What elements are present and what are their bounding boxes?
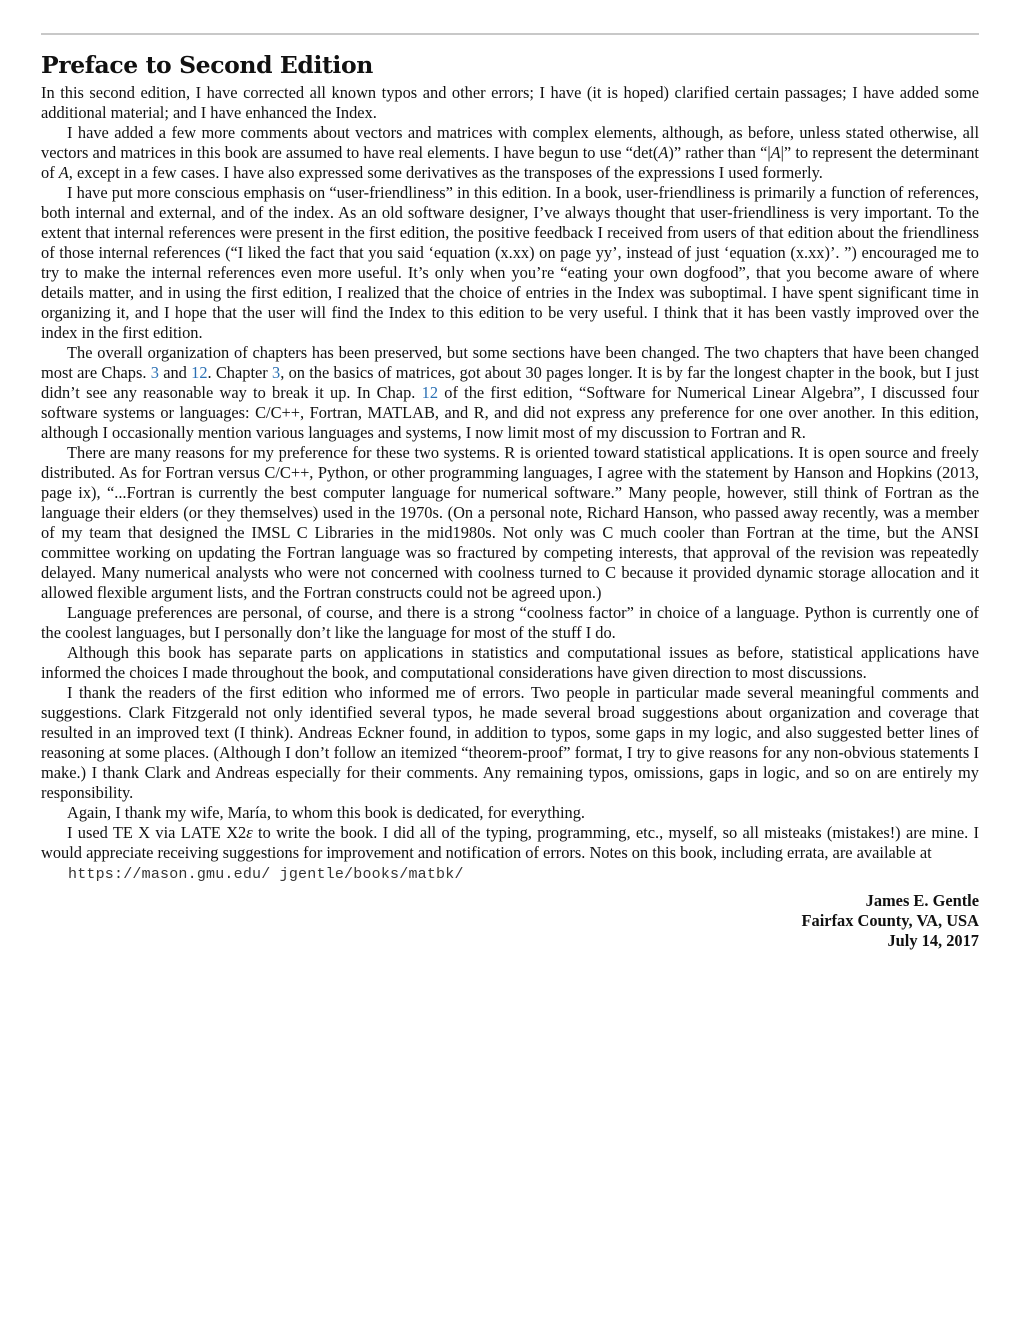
text: I have added a few more comments about vectors and matrices with complex elements, although, as before, unless stated otherwise, all vectors and matrices in this book are assumed to have real elements. I have begun to use “det( — [41, 123, 979, 162]
text: The overall organization of chapters has been preserved, but some sections have been changed. The two chapters that have been changed most are Chaps. — [41, 343, 979, 382]
paragraph-8: I thank the readers of the first edition who informed me of errors. Two people in particular made several meaningful comments and suggestions. Clark Fitzgerald not only identified several typos, he made several broad suggestions about organization and coverage that resulted in an improved text (I think). Andreas Eckner found, in addition to typos, some gaps in my logic, and also suggested better lines of reasoning at some places. (Although I don’t follow an itemized “theorem-proof” format, I try to give reasons for any non-obvious statements I make.) I thank Clark and Andreas especially for their comments. Any remaining typos, omissions, gaps in logic, and so on are entirely my responsibility. — [41, 683, 979, 802]
text: , on the basics of matrices, got about 30 pages longer. It is by far the longest chapter in the book, but I just didn’t see any reasonable way to break it up. In Chap. — [41, 363, 979, 402]
math-a: A — [770, 143, 781, 162]
text: of the first edition, “Software for Numerical Linear Algebra”, I discussed four software systems or languages: C/C++, Fortran, MATLAB, and R, and did not express any preference for one over another. In this edition, although I occasionally mention various languages and systems, I now limit most of my discussion to Fortran and R. — [41, 383, 979, 442]
chapter-3-link[interactable]: 3 — [150, 363, 159, 382]
paragraph-1: In this second edition, I have corrected all known typos and other errors; I have (it is hoped) clarified certain passages; I have added some additional material; and I have enhanced the Index. — [41, 83, 979, 122]
text: )” rather than “| — [668, 143, 771, 162]
math-epsilon: ε — [246, 823, 253, 842]
paragraph-10 — [41, 823, 979, 863]
chapter-12-link[interactable]: 12 — [191, 363, 208, 382]
text: . Chapter — [207, 363, 273, 382]
text: |” to represent the determinant of — [41, 143, 979, 182]
text: and — [158, 363, 192, 382]
math-a: A — [658, 143, 669, 162]
text: to write the book. I did all of the typing, programming, etc., myself, so all misteaks (mistakes!) are mine. I would appreciate receiving suggestions for improvement and notification of errors. Notes on this book, including errata, are available at — [41, 823, 980, 862]
author-name: James E. Gentle — [865, 891, 979, 910]
header-rule — [41, 33, 979, 35]
signature-date: July 14, 2017 — [887, 931, 979, 950]
chapter-3-link[interactable]: 3 — [272, 363, 281, 382]
page-title: Preface to Second Edition — [41, 51, 373, 79]
chapter-12-link[interactable]: 12 — [421, 383, 439, 402]
paragraph-7: Although this book has separate parts on applications in statistics and computational issues as before, statistical applications have informed the choices I made throughout the book, and computational considerations have given direction to most discussions. — [41, 643, 979, 682]
paragraph-6: Language preferences are personal, of course, and there is a strong “coolness factor” in choice of a language. Python is currently one of the coolest languages, but I personally don’t like the language for most of the stuff I do. — [41, 603, 979, 642]
paragraph-2 — [41, 123, 979, 183]
text: , except in a few cases. I have also expressed some derivatives as the transposes of the expressions I used formerly. — [68, 163, 823, 182]
paragraph-5: There are many reasons for my preference for these two systems. R is oriented toward statistical applications. It is open source and freely distributed. As for Fortran versus C/C++, Python, or other programming languages, I agree with the statement by Hanson and Hopkins (2013, page ix), “...Fortran is currently the best computer language for numerical software.” Many people, however, still think of Fortran as the language their elders (or they themselves) used in the 1970s. (On a personal note, Richard Hanson, who passed away recently, was a member of my team that designed the IMSL C Libraries in the mid1980s. Not only was C much cooler than Fortran at the time, but the ANSI committee working on updating the Fortran language was so fractured by competing interests, that approval of the revision was repeatedly delayed. Many numerical analysts who were not concerned with coolness turned to C because it provided dynamic storage allocation and it allowed flexible argument lists, and the Fortran constructs could not be agreed upon.) — [41, 443, 979, 602]
errata-url[interactable]: https://mason.gmu.edu/ jgentle/books/matbk/ — [68, 866, 464, 883]
paragraph-4 — [41, 343, 979, 443]
math-a: A — [58, 163, 69, 182]
signature-block — [41, 891, 979, 951]
preface-body — [41, 83, 979, 951]
paragraph-9: Again, I thank my wife, María, to whom this book is dedicated, for everything. — [67, 803, 586, 822]
author-location: Fairfax County, VA, USA — [801, 911, 979, 930]
paragraph-3: I have put more conscious emphasis on “user-friendliness” in this edition. In a book, user-friendliness is primarily a function of references, both internal and external, and of the index. As an old software designer, I’ve always thought that user-friendliness is very important. To the extent that internal references were present in the first edition, the positive feedback I received from users of that edition about the friendliness of those internal references (“I liked the fact that you said ‘equation (x.xx) on page yy’, instead of just ‘equation (x.xx)’. ”) encouraged me to try to make the internal references even more useful. It’s only when you’re “eating your own dogfood”, that you become aware of where details matter, and in using the first edition, I realized that the choice of entries in the Index was suboptimal. I have spent significant time in organizing it, and I hope that the user will find the Index to this edition to be very useful. I think that it has been vastly improved over the index in the first edition. — [41, 183, 979, 342]
text: I used TE X via LATE X2 — [67, 823, 247, 842]
